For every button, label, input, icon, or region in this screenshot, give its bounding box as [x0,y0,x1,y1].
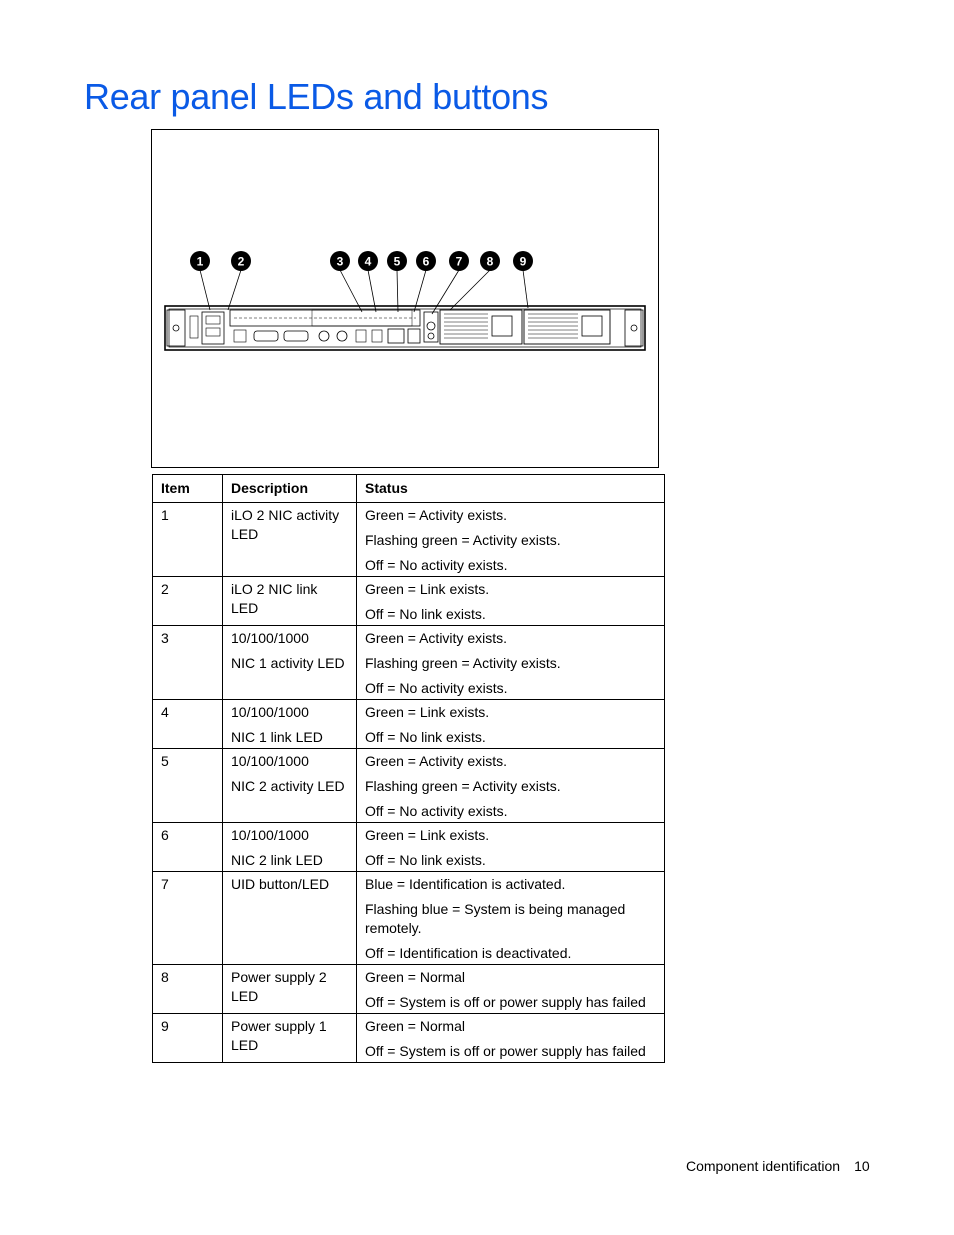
item-number: 3 [153,626,223,700]
item-status [357,872,665,965]
header-status: Status [357,475,665,503]
item-status [357,503,665,577]
table-row [153,577,665,626]
callout-5 [387,251,407,271]
description-line: 10/100/1000 [231,753,309,769]
item-number: 9 [153,1014,223,1063]
page-title: Rear panel LEDs and buttons [84,76,549,117]
item-status [357,1014,665,1063]
item-description [223,823,357,872]
table-header-row [153,475,665,503]
table-body [153,503,665,1063]
table-row [153,749,665,823]
status-line: Off = No activity exists. [365,803,508,819]
description-line: 10/100/1000 [231,630,309,646]
item-description [223,626,357,700]
status-line: Flashing blue = System is being managed remotely. [365,901,626,936]
table-row [153,965,665,1014]
status-line: Off = System is off or power supply has failed [365,1043,646,1059]
status-line: Flashing green = Activity exists. [365,778,561,794]
status-line: Off = No link exists. [365,606,486,622]
item-description [223,749,357,823]
item-description [223,872,357,965]
callout-1 [190,251,210,271]
callout-9 [513,251,533,271]
item-number: 5 [153,749,223,823]
item-status [357,700,665,749]
item-description [223,700,357,749]
description-line: NIC 1 link LED [231,729,323,745]
description-line: NIC 2 link LED [231,852,323,868]
svg-text:9: 9 [519,254,527,269]
status-line: Green = Normal [365,1018,465,1034]
callout-leader-lines [200,270,528,314]
rear-panel-illustration [152,130,658,467]
item-number: 4 [153,700,223,749]
header-description: Description [223,475,357,503]
status-line: Green = Activity exists. [365,753,507,769]
callout-4 [358,251,378,271]
item-number: 2 [153,577,223,626]
status-line: Green = Link exists. [365,704,490,720]
item-status [357,577,665,626]
status-line: Green = Link exists. [365,827,490,843]
description-line: iLO 2 NIC link LED [231,581,318,616]
callout-8 [480,251,500,271]
status-line: Green = Normal [365,969,465,985]
table-row [153,700,665,749]
item-status [357,626,665,700]
psu-grilles [444,314,578,338]
item-status [357,749,665,823]
item-number: 8 [153,965,223,1014]
table-row [153,823,665,872]
item-status [357,823,665,872]
server-chassis [165,306,645,350]
status-line: Green = Activity exists. [365,630,507,646]
table-row [153,626,665,700]
description-line: Power supply 2 LED [231,969,327,1004]
status-line: Off = No link exists. [365,729,486,745]
item-description [223,965,357,1014]
status-line: Off = System is off or power supply has failed [365,994,646,1010]
description-line: UID button/LED [231,876,330,892]
footer-page-number: 10 [854,1158,870,1174]
description-line: iLO 2 NIC activity LED [231,507,340,542]
svg-text:3: 3 [336,254,344,269]
item-description [223,577,357,626]
table-row [153,1014,665,1063]
svg-text:2: 2 [237,254,245,269]
table-row [153,503,665,577]
status-line: Green = Link exists. [365,581,490,597]
svg-text:6: 6 [422,254,430,269]
description-line: NIC 2 activity LED [231,778,345,794]
callout-2 [231,251,251,271]
callout-markers [190,251,533,271]
status-line: Green = Activity exists. [365,507,507,523]
led-status-table [152,474,665,1063]
svg-text:4: 4 [364,254,372,269]
svg-text:1: 1 [196,254,204,269]
page-footer [686,1158,870,1174]
status-line: Off = No link exists. [365,852,486,868]
table-row [153,872,665,965]
item-number: 6 [153,823,223,872]
svg-text:7: 7 [455,254,463,269]
status-line: Blue = Identification is activated. [365,876,566,892]
status-line: Off = Identification is deactivated. [365,945,572,961]
svg-text:8: 8 [486,254,494,269]
description-line: 10/100/1000 [231,704,309,720]
callout-6 [416,251,436,271]
item-description [223,503,357,577]
header-item: Item [153,475,223,503]
item-status [357,965,665,1014]
status-line: Flashing green = Activity exists. [365,655,561,671]
description-line: NIC 1 activity LED [231,655,345,671]
item-number: 7 [153,872,223,965]
svg-text:5: 5 [393,254,401,269]
status-line: Off = No activity exists. [365,557,508,573]
callout-7 [449,251,469,271]
description-line: Power supply 1 LED [231,1018,327,1053]
item-description [223,1014,357,1063]
status-line: Off = No activity exists. [365,680,508,696]
status-line: Flashing green = Activity exists. [365,532,561,548]
item-number: 1 [153,503,223,577]
rear-panel-figure [151,129,659,468]
callout-3 [330,251,350,271]
footer-section: Component identification [686,1158,841,1174]
description-line: 10/100/1000 [231,827,309,843]
